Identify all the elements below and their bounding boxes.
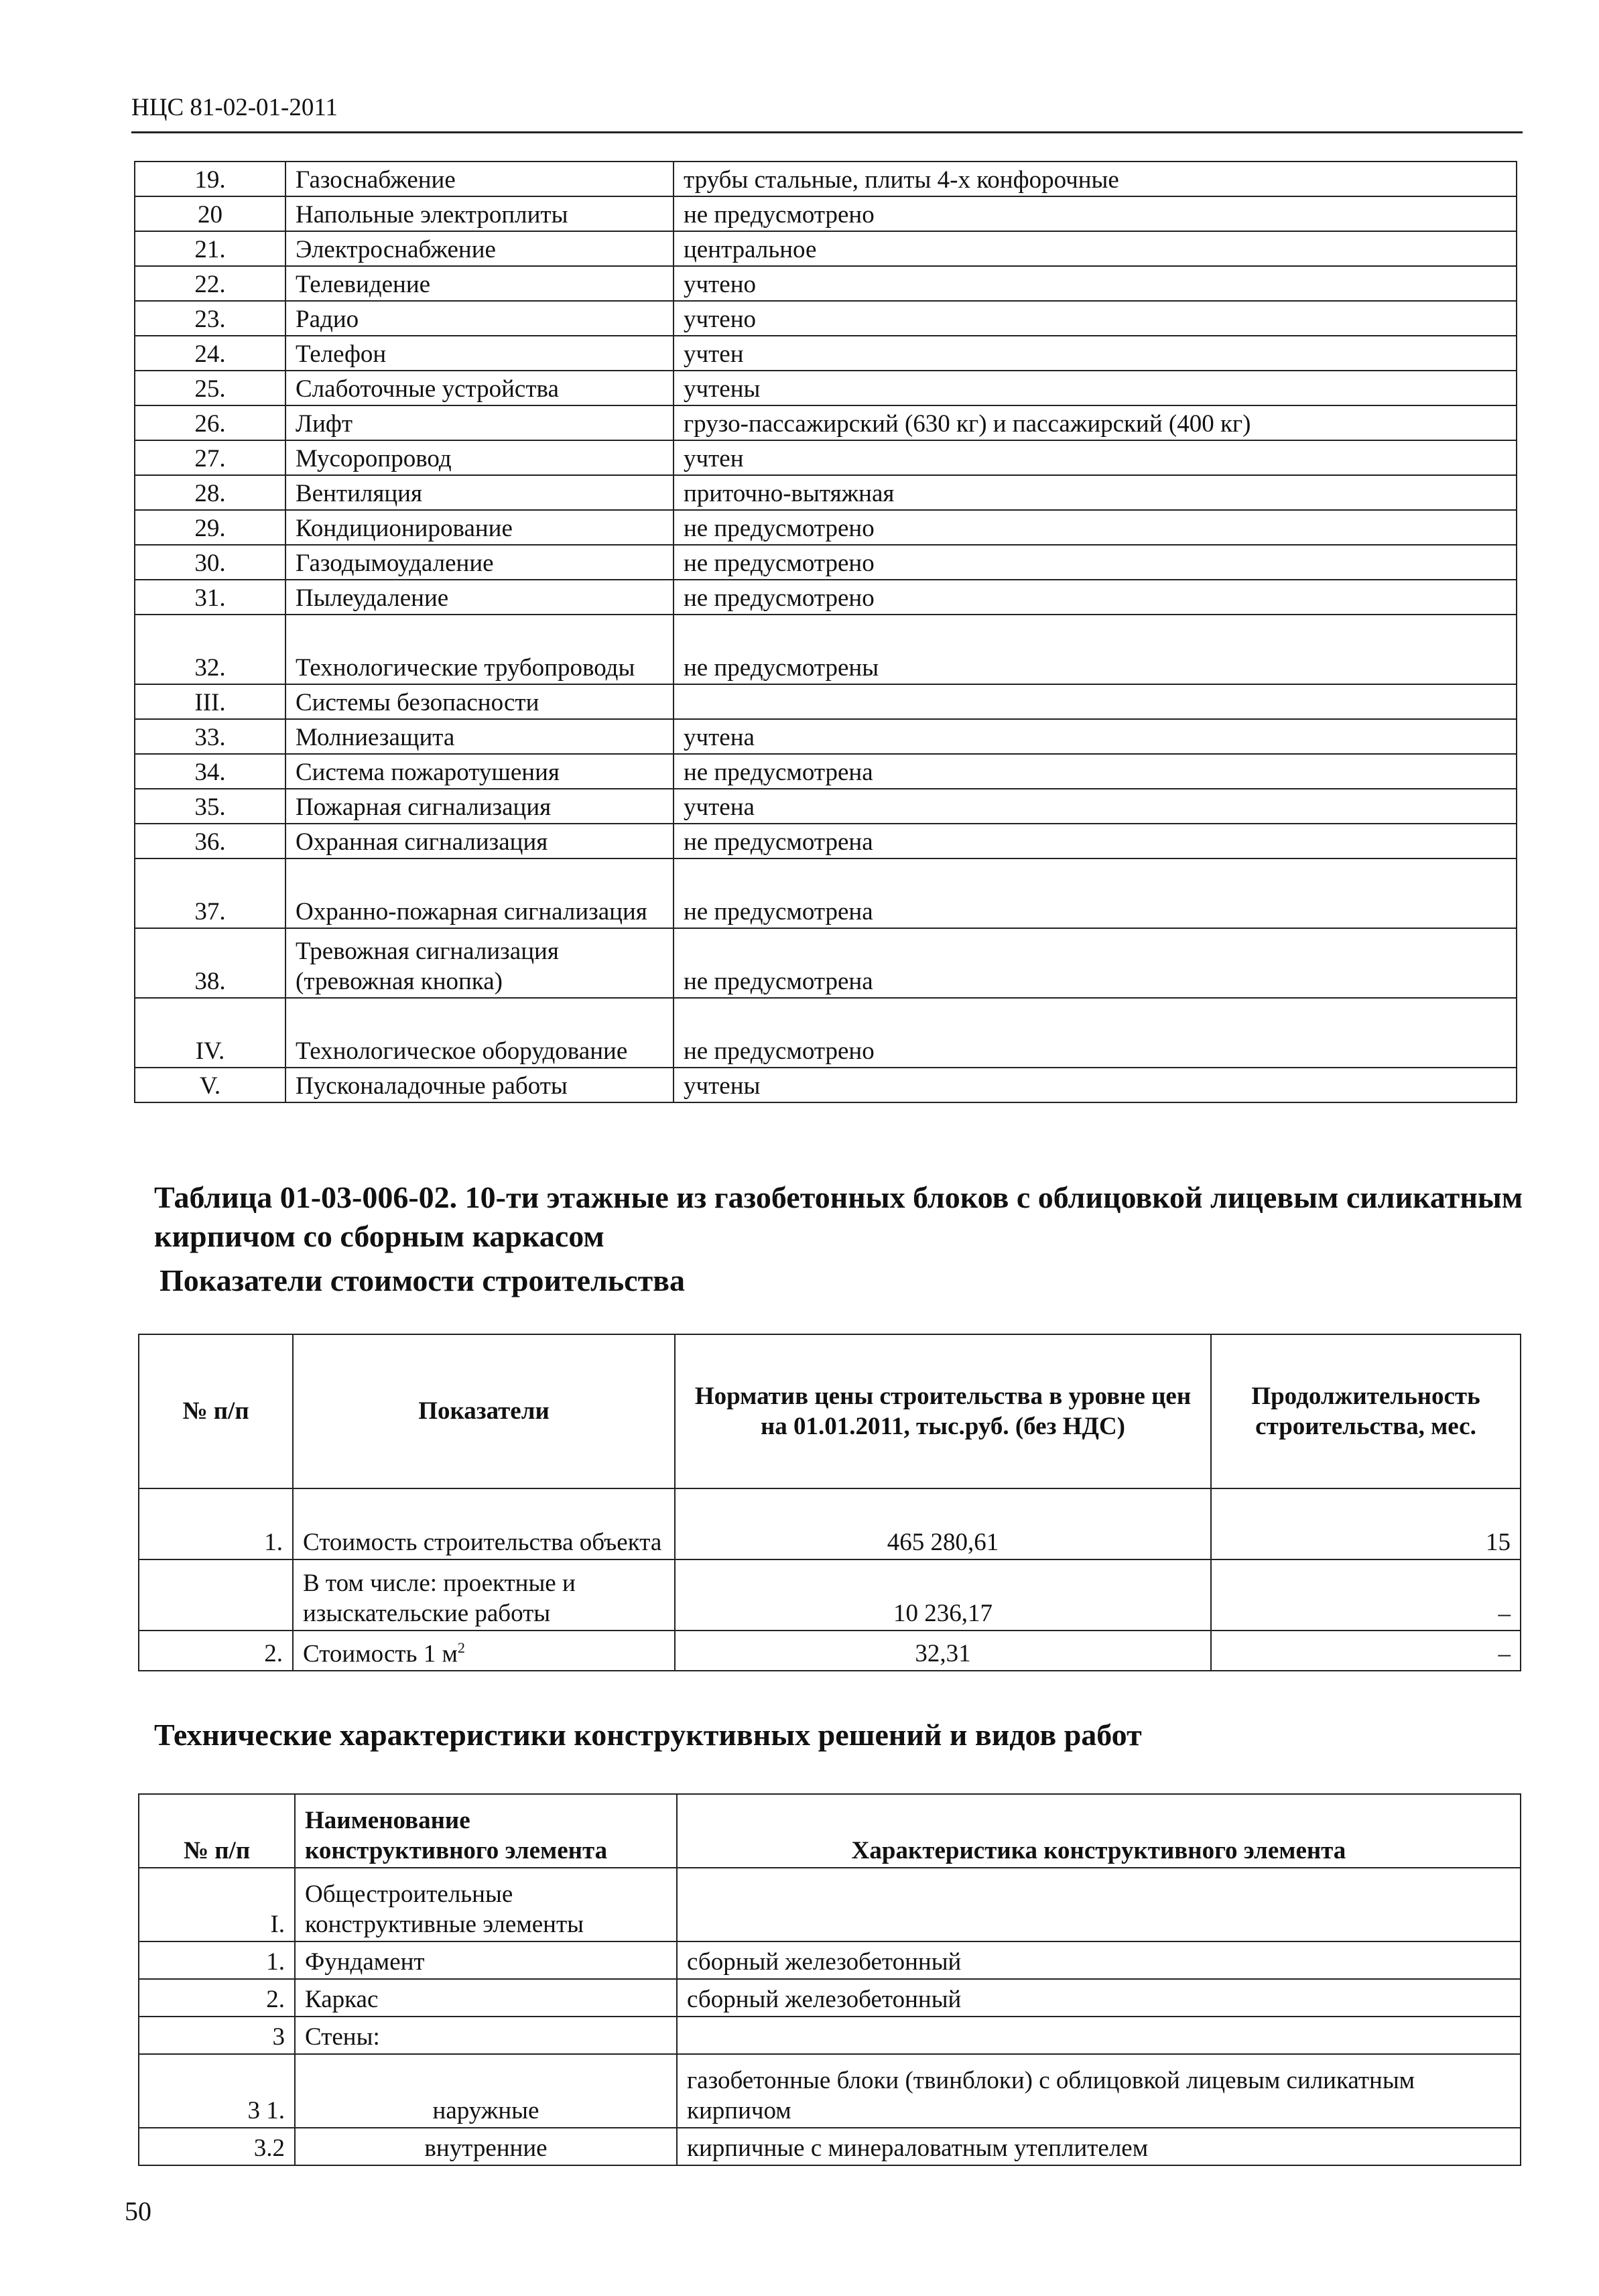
- row-number: IV.: [135, 998, 285, 1068]
- row-value: учтен: [674, 336, 1517, 371]
- table-row: [135, 615, 1517, 684]
- row-name: [293, 1631, 675, 1671]
- row-value: учтено: [674, 266, 1517, 301]
- row-value: кирпичные с минераловатным утеплителем: [677, 2128, 1521, 2165]
- row-value: не предусмотрена: [674, 858, 1517, 928]
- row-name: Технологические трубопроводы: [285, 615, 674, 684]
- row-number: 28.: [135, 475, 285, 510]
- row-number: 37.: [135, 858, 285, 928]
- row-name: В том числе: проектные и изыскательские работы: [293, 1559, 675, 1631]
- row-value: приточно-вытяжная: [674, 475, 1517, 510]
- col-header-indicators: Показатели: [293, 1334, 675, 1488]
- table-row: [135, 858, 1517, 928]
- row-number: 3: [139, 2017, 295, 2054]
- table-row: [139, 1979, 1521, 2017]
- table-row: [135, 719, 1517, 754]
- table-row: [135, 196, 1517, 231]
- header-rule: [131, 131, 1523, 133]
- row-number: 30.: [135, 545, 285, 580]
- row-value: учтен: [674, 440, 1517, 475]
- row-number: 2.: [139, 1631, 293, 1671]
- table-row: [135, 301, 1517, 336]
- row-name: Охранная сигнализация: [285, 824, 674, 858]
- row-value: учтено: [674, 301, 1517, 336]
- row-number: 3 1.: [139, 2054, 295, 2128]
- row-name: Каркас: [295, 1979, 677, 2017]
- row-name-text: Стоимость 1 м: [303, 1639, 458, 1667]
- row-value: центральное: [674, 231, 1517, 266]
- table-header-row: [139, 1794, 1521, 1868]
- row-value: [674, 684, 1517, 719]
- row-value: не предусмотрена: [674, 824, 1517, 858]
- row-name: Радио: [285, 301, 674, 336]
- table-row: [139, 1631, 1521, 1671]
- table-row: [139, 1488, 1521, 1559]
- row-number: 3.2: [139, 2128, 295, 2165]
- row-number: 35.: [135, 789, 285, 824]
- row-name: Охранно-пожарная сигнализация: [285, 858, 674, 928]
- row-number: 36.: [135, 824, 285, 858]
- table-row: [135, 928, 1517, 998]
- row-value: учтены: [674, 1068, 1517, 1102]
- table-row: [135, 162, 1517, 196]
- cost-indicators-table: [138, 1334, 1521, 1671]
- row-number: 22.: [135, 266, 285, 301]
- row-name: Общестроительные конструктивные элементы: [295, 1868, 677, 1941]
- table-header-row: [139, 1334, 1521, 1488]
- row-name: Мусоропровод: [285, 440, 674, 475]
- row-name: Телефон: [285, 336, 674, 371]
- row-name: внутренние: [295, 2128, 677, 2165]
- row-value: грузо-пассажирский (630 кг) и пассажирский (400 кг): [674, 405, 1517, 440]
- superscript: 2: [457, 1639, 465, 1656]
- row-price: 10 236,17: [675, 1559, 1211, 1631]
- row-number: 38.: [135, 928, 285, 998]
- table-row: [135, 371, 1517, 405]
- row-value: не предусмотрено: [674, 998, 1517, 1068]
- row-duration: –: [1211, 1631, 1521, 1671]
- table-row: [135, 510, 1517, 545]
- row-name: Системы безопасности: [285, 684, 674, 719]
- row-number: 27.: [135, 440, 285, 475]
- row-name: наружные: [295, 2054, 677, 2128]
- row-number: 23.: [135, 301, 285, 336]
- table-row: [135, 754, 1517, 789]
- table-row: [139, 2128, 1521, 2165]
- table-row: [135, 405, 1517, 440]
- row-name: Лифт: [285, 405, 674, 440]
- row-number: 19.: [135, 162, 285, 196]
- row-name: Вентиляция: [285, 475, 674, 510]
- table-row: [135, 998, 1517, 1068]
- table-row: [135, 789, 1517, 824]
- row-number: 33.: [135, 719, 285, 754]
- row-value: не предусмотрено: [674, 545, 1517, 580]
- table-row: [135, 824, 1517, 858]
- row-value: не предусмотрены: [674, 615, 1517, 684]
- table-row: [135, 440, 1517, 475]
- row-number: III.: [135, 684, 285, 719]
- row-name: Телевидение: [285, 266, 674, 301]
- row-number: 1.: [139, 1941, 295, 1979]
- col-header-duration: Продолжительность строительства, мес.: [1211, 1334, 1521, 1488]
- col-header-element-characteristic: Характеристика конструктивного элемента: [677, 1794, 1521, 1868]
- row-duration: 15: [1211, 1488, 1521, 1559]
- row-number: [139, 1559, 293, 1631]
- col-header-price-norm: Норматив цены строительства в уровне цен на 01.01.2011, тыс.руб. (без НДС): [675, 1334, 1211, 1488]
- row-name: Газоснабжение: [285, 162, 674, 196]
- table-row: [135, 580, 1517, 615]
- row-number: 24.: [135, 336, 285, 371]
- table-title: Таблица 01-03-006-02. 10-ти этажные из газобетонных блоков с облицовкой лицевым силикатным кирпичом со сборным каркасом: [154, 1180, 1523, 1253]
- row-number: 29.: [135, 510, 285, 545]
- row-number: 34.: [135, 754, 285, 789]
- row-number: 1.: [139, 1488, 293, 1559]
- table-row: [139, 2054, 1521, 2128]
- row-name: Напольные электроплиты: [285, 196, 674, 231]
- row-name: Стоимость строительства объекта: [293, 1488, 675, 1559]
- technical-characteristics-heading: Технические характеристики конструктивных решений и видов работ: [154, 1718, 1142, 1752]
- row-value: газобетонные блоки (твинблоки) с облицовкой лицевым силикатным кирпичом: [677, 2054, 1521, 2128]
- document-code: НЦС 81-02-01-2011: [131, 94, 338, 121]
- cost-indicators-heading: Показатели стоимости строительства: [159, 1263, 686, 1297]
- row-name: Пусконаладочные работы: [285, 1068, 674, 1102]
- row-value: не предусмотрена: [674, 754, 1517, 789]
- row-number: I.: [139, 1868, 295, 1941]
- row-value: сборный железобетонный: [677, 1979, 1521, 2017]
- row-name: Система пожаротушения: [285, 754, 674, 789]
- row-number: 26.: [135, 405, 285, 440]
- row-name: Электроснабжение: [285, 231, 674, 266]
- row-price: 32,31: [675, 1631, 1211, 1671]
- row-name: Пылеудаление: [285, 580, 674, 615]
- table-row: [135, 336, 1517, 371]
- table-row: [135, 545, 1517, 580]
- table-row: [139, 2017, 1521, 2054]
- page-number: 50: [125, 2196, 151, 2226]
- row-name: Молниезащита: [285, 719, 674, 754]
- table-row: [139, 1559, 1521, 1631]
- row-value: [677, 1868, 1521, 1941]
- row-name: Фундамент: [295, 1941, 677, 1979]
- table-row: [135, 475, 1517, 510]
- col-header-number: № п/п: [139, 1334, 293, 1488]
- table-row: [135, 684, 1517, 719]
- row-name: Слаботочные устройства: [285, 371, 674, 405]
- row-name: Кондиционирование: [285, 510, 674, 545]
- col-header-number: № п/п: [139, 1794, 295, 1868]
- row-value: трубы стальные, плиты 4-х конфорочные: [674, 162, 1517, 196]
- col-header-element-name: Наименование конструктивного элемента: [295, 1794, 677, 1868]
- row-value: сборный железобетонный: [677, 1941, 1521, 1979]
- row-name: Тревожная сигнализация (тревожная кнопка): [285, 928, 674, 998]
- table-row: [135, 231, 1517, 266]
- row-number: 25.: [135, 371, 285, 405]
- row-duration: –: [1211, 1559, 1521, 1631]
- row-name: Технологическое оборудование: [285, 998, 674, 1068]
- row-value: не предусмотрена: [674, 928, 1517, 998]
- row-value: [677, 2017, 1521, 2054]
- row-value: не предусмотрено: [674, 580, 1517, 615]
- row-value: не предусмотрено: [674, 196, 1517, 231]
- table-row: [135, 1068, 1517, 1102]
- table-row: [139, 1941, 1521, 1979]
- table-row: [135, 266, 1517, 301]
- row-value: учтена: [674, 719, 1517, 754]
- row-number: 31.: [135, 580, 285, 615]
- row-number: 2.: [139, 1979, 295, 2017]
- table-row: [139, 1868, 1521, 1941]
- row-number: 32.: [135, 615, 285, 684]
- row-number: V.: [135, 1068, 285, 1102]
- row-value: учтены: [674, 371, 1517, 405]
- engineering-systems-table: [134, 161, 1517, 1103]
- row-name: Пожарная сигнализация: [285, 789, 674, 824]
- row-value: не предусмотрено: [674, 510, 1517, 545]
- row-name: Газодымоудаление: [285, 545, 674, 580]
- row-price: 465 280,61: [675, 1488, 1211, 1559]
- row-name: Стены:: [295, 2017, 677, 2054]
- row-value: учтена: [674, 789, 1517, 824]
- row-number: 20: [135, 196, 285, 231]
- construction-elements-table: [138, 1793, 1521, 2166]
- row-number: 21.: [135, 231, 285, 266]
